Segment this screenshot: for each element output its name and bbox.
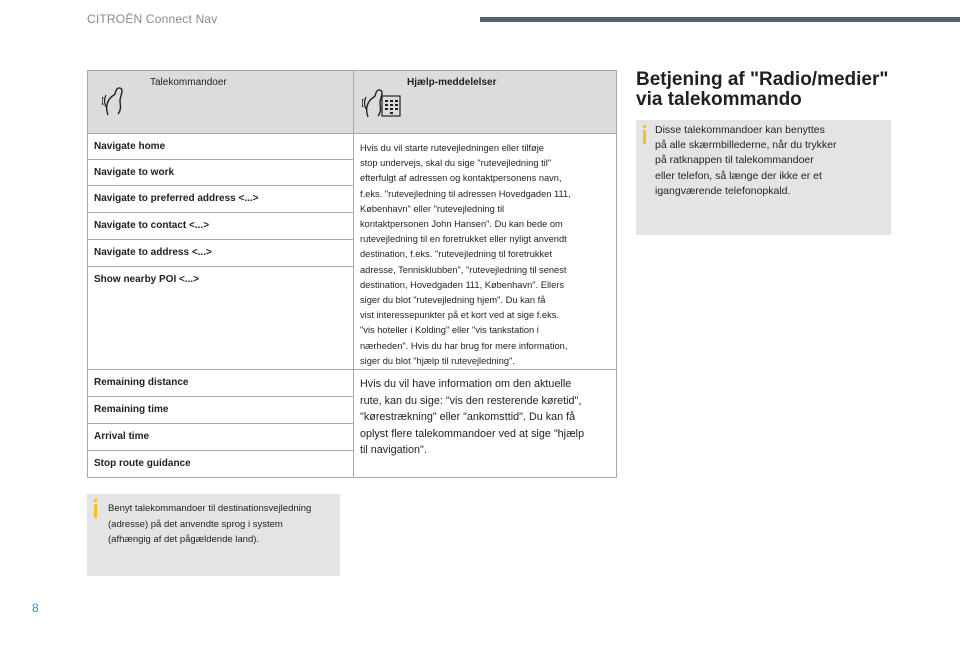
page-number: 8: [32, 601, 39, 615]
info-icon: [94, 504, 97, 518]
header-bar: [480, 17, 960, 22]
help-line: Hvis du vil starte rutevejledningen eller tilføje: [360, 143, 544, 153]
voice-command-table: [87, 70, 617, 478]
command-label: Navigate to work: [94, 167, 175, 179]
help-line: siger du blot "rutevejledning hjem". Du kan få: [360, 295, 546, 306]
help-line: nærheden". Hvis du har brug for mere information,: [360, 340, 568, 351]
help-line: destination, f.eks. "rutevejledning til foretrukket: [360, 249, 552, 260]
note-line: på alle skærmbillederne, når du trykker: [655, 139, 837, 152]
command-label: Remaining time: [94, 404, 169, 416]
command-label: Navigate to address <...>: [94, 247, 212, 259]
col1-header: Talekommandoer: [150, 77, 227, 88]
help-line: rutevejledning til en foretrukket eller nyligt anvendt: [360, 234, 567, 245]
help-line: oplyst flere talekommandoer ved at sige "hjælp: [360, 427, 585, 440]
note-line: Benyt talekommandoer til destinationsvejledning: [108, 503, 312, 514]
info-note-destination: [87, 494, 340, 576]
section-title: [636, 70, 956, 110]
help-line: kontaktpersonen John Hansen". Du kan bede om: [360, 219, 563, 230]
help-line: rute, kan du sige: "vis den resterende køretid",: [360, 394, 582, 407]
voice-help-icon: [362, 83, 402, 124]
voice-command-icon: [102, 83, 132, 122]
note-line: på ratknappen til talekommandoer: [655, 154, 814, 167]
note-line: igangværende telefonopkald.: [655, 184, 791, 197]
info-icon: [643, 130, 646, 144]
help-line: Hvis du vil have information om den aktuelle: [360, 378, 572, 391]
help-text-navigation: [354, 134, 616, 369]
command-label: Navigate to preferred address <...>: [94, 193, 259, 205]
section-title-line: Betjening af "Radio/medier": [636, 69, 889, 90]
note-line: (afhængig af det pågældende land).: [108, 534, 260, 545]
command-label: Remaining distance: [94, 377, 189, 389]
help-line: vist interessepunkter på et kort ved at sige f.eks.: [360, 310, 559, 321]
col2-header: Hjælp-meddelelser: [407, 77, 497, 88]
help-line: f.eks. "rutevejledning til adressen Hovedgaden 111,: [360, 188, 571, 199]
command-label: Navigate home: [94, 141, 166, 152]
header-title: CITROËN Connect Nav: [87, 12, 218, 26]
help-line: stop undervejs, skal du sige "rutevejledning til": [360, 158, 552, 169]
note-line: Disse talekommandoer kan benyttes: [655, 124, 825, 136]
command-label: Navigate to contact <...>: [94, 220, 210, 232]
help-line: destination, Hovedgaden 111, København". Ellers: [360, 279, 565, 290]
help-line: siger du blot "hjælp til rutevejledning".: [360, 355, 515, 366]
note-line: (adresse) på det anvendte sprog i system: [108, 518, 283, 530]
help-line: til navigation".: [360, 444, 427, 457]
info-note-radio-media: [636, 120, 891, 235]
section-title-line: via talekommando: [636, 89, 802, 110]
note-line: eller telefon, så længe der ikke er et: [655, 169, 822, 182]
help-line: efterfulgt af adressen og kontaktpersonens navn,: [360, 173, 562, 184]
help-text-route-info: [354, 370, 616, 459]
help-line: "vis hoteller i Kolding" eller "vis tankstation i: [360, 325, 539, 336]
table-header-row: [88, 71, 617, 134]
info-note-text: [655, 123, 885, 199]
command-label: Stop route guidance: [94, 458, 191, 470]
command-label: Arrival time: [94, 431, 150, 443]
command-label: Show nearby POI <...>: [94, 273, 200, 285]
help-line: "kørestrækning" eller "ankomsttid". Du kan få: [360, 411, 576, 424]
help-line: København" eller "rutevejledning til: [360, 203, 505, 214]
info-note-text: [108, 501, 334, 548]
help-line: adresse, Tennisklubben", "rutevejledning til senest: [360, 264, 567, 275]
